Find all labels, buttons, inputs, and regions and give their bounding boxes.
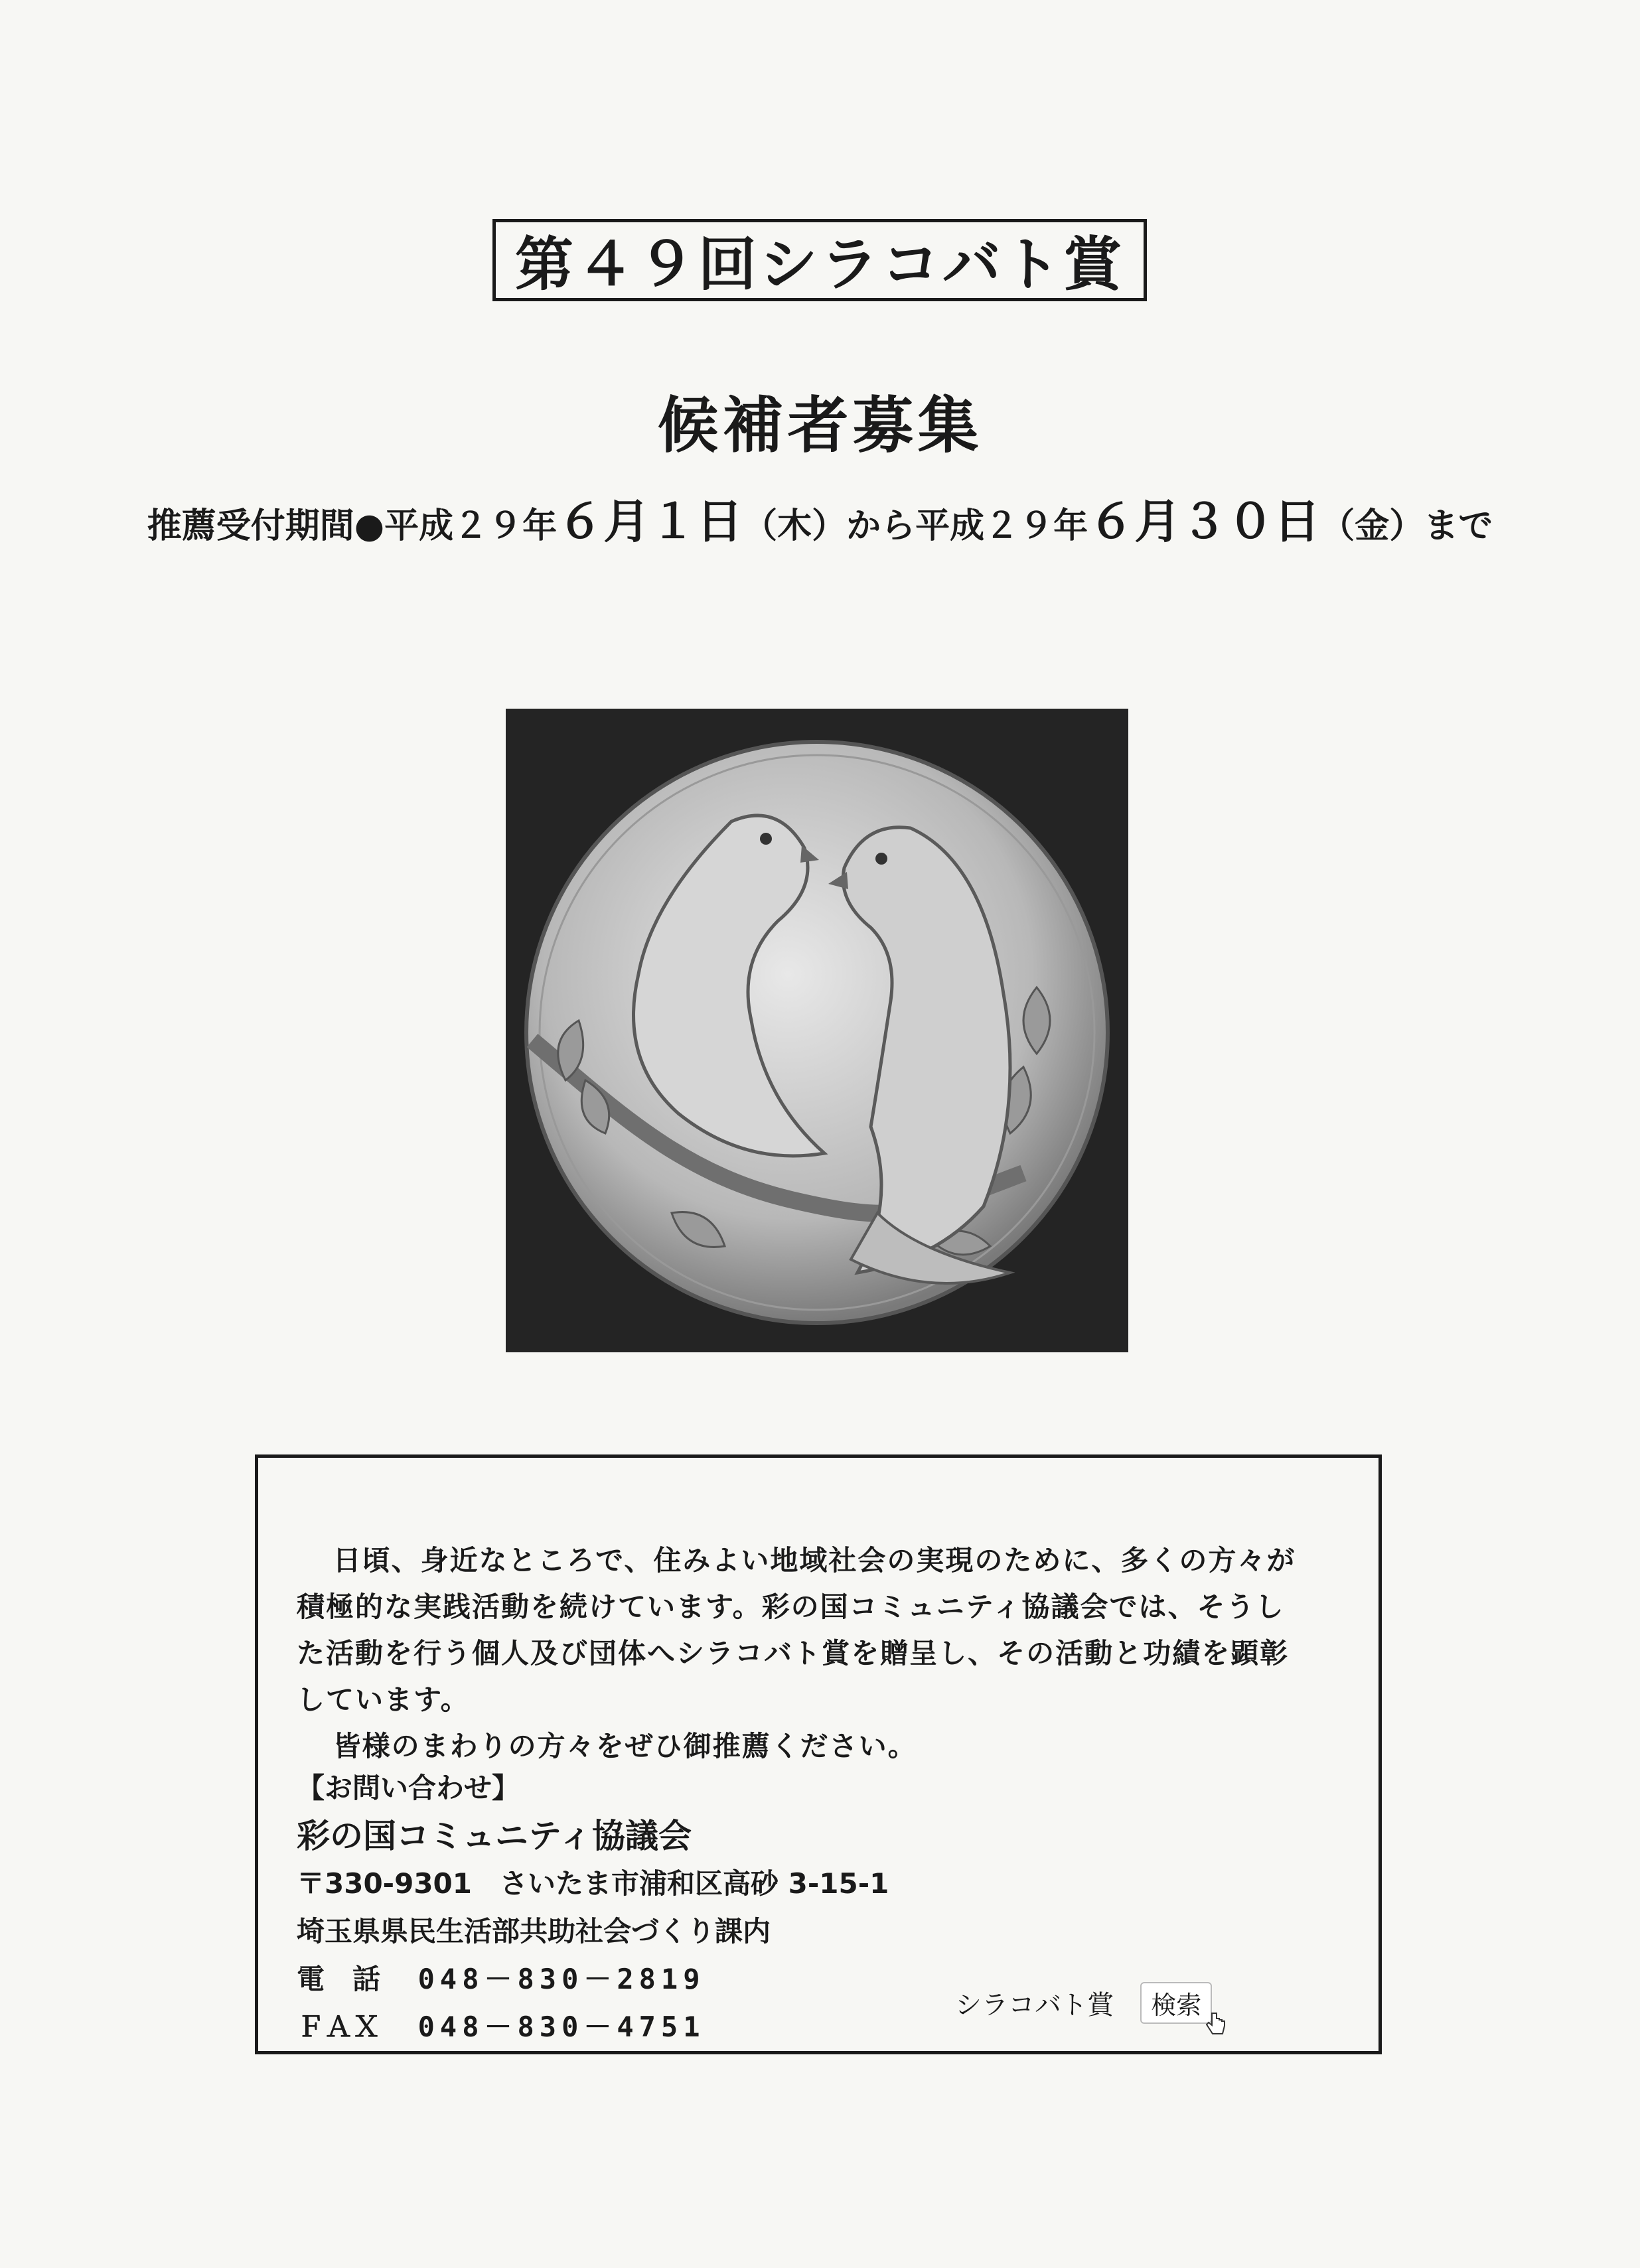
period-end: ６月３０日 — [1088, 494, 1321, 549]
contact-heading: 【お問い合わせ】 — [297, 1772, 520, 1804]
hand-cursor-icon — [1205, 2012, 1227, 2037]
intro-line: 皆様のまわりの方々をぜひ御推薦ください。 — [333, 1730, 917, 1762]
info-box — [255, 1454, 1382, 2054]
intro-line: しています。 — [297, 1683, 470, 1716]
address-line: 〒330-9301 さいたま市浦和区高砂 3-15-1 — [297, 1867, 889, 1900]
period-start: ６月１日 — [557, 494, 743, 549]
page-title-box — [492, 219, 1147, 301]
phone-label: 電 話 — [297, 1963, 381, 1995]
period-mid: から平成２９年 — [846, 506, 1088, 546]
period-end-day: （金） — [1320, 506, 1424, 546]
fax-label: ＦＡＸ — [297, 2011, 381, 2043]
dove-medal-image — [506, 709, 1128, 1352]
intro-line: た活動を行う個人及び団体へシラコバト賞を贈呈し、その活動と功績を顕彰 — [297, 1637, 1290, 1669]
period-prefix: 推薦受付期間●平成２９年 — [147, 506, 558, 546]
org-name: 彩の国コミュニティ協議会 — [297, 1817, 692, 1855]
dove-medal-icon — [506, 709, 1128, 1352]
search-button-label: 検索 — [1151, 1991, 1202, 2020]
search-banner — [955, 1982, 1212, 2024]
period-suffix: まで — [1424, 506, 1493, 546]
page-subtitle: 候補者募集 — [657, 390, 983, 461]
intro-line: 積極的な実践活動を続けています。彩の国コミュニティ協議会では、そうし — [297, 1591, 1285, 1623]
page-title: 第４９回シラコバト賞 — [514, 230, 1125, 299]
intro-line: 日頃、身近なところで、住みよい地域社会の実現のために、多くの方々が — [333, 1544, 1296, 1577]
search-term: シラコバト賞 — [955, 1990, 1114, 2020]
phone-number: 048－830－2819 — [417, 1963, 706, 1995]
nomination-period — [0, 484, 1640, 551]
search-button — [1140, 1982, 1212, 2024]
address-line: 埼玉県県民生活部共助社会づくり課内 — [297, 1915, 771, 1948]
fax-number: 048－830－4751 — [417, 2011, 706, 2043]
intro-text — [297, 1537, 1345, 1770]
period-start-day: （木） — [743, 506, 847, 546]
